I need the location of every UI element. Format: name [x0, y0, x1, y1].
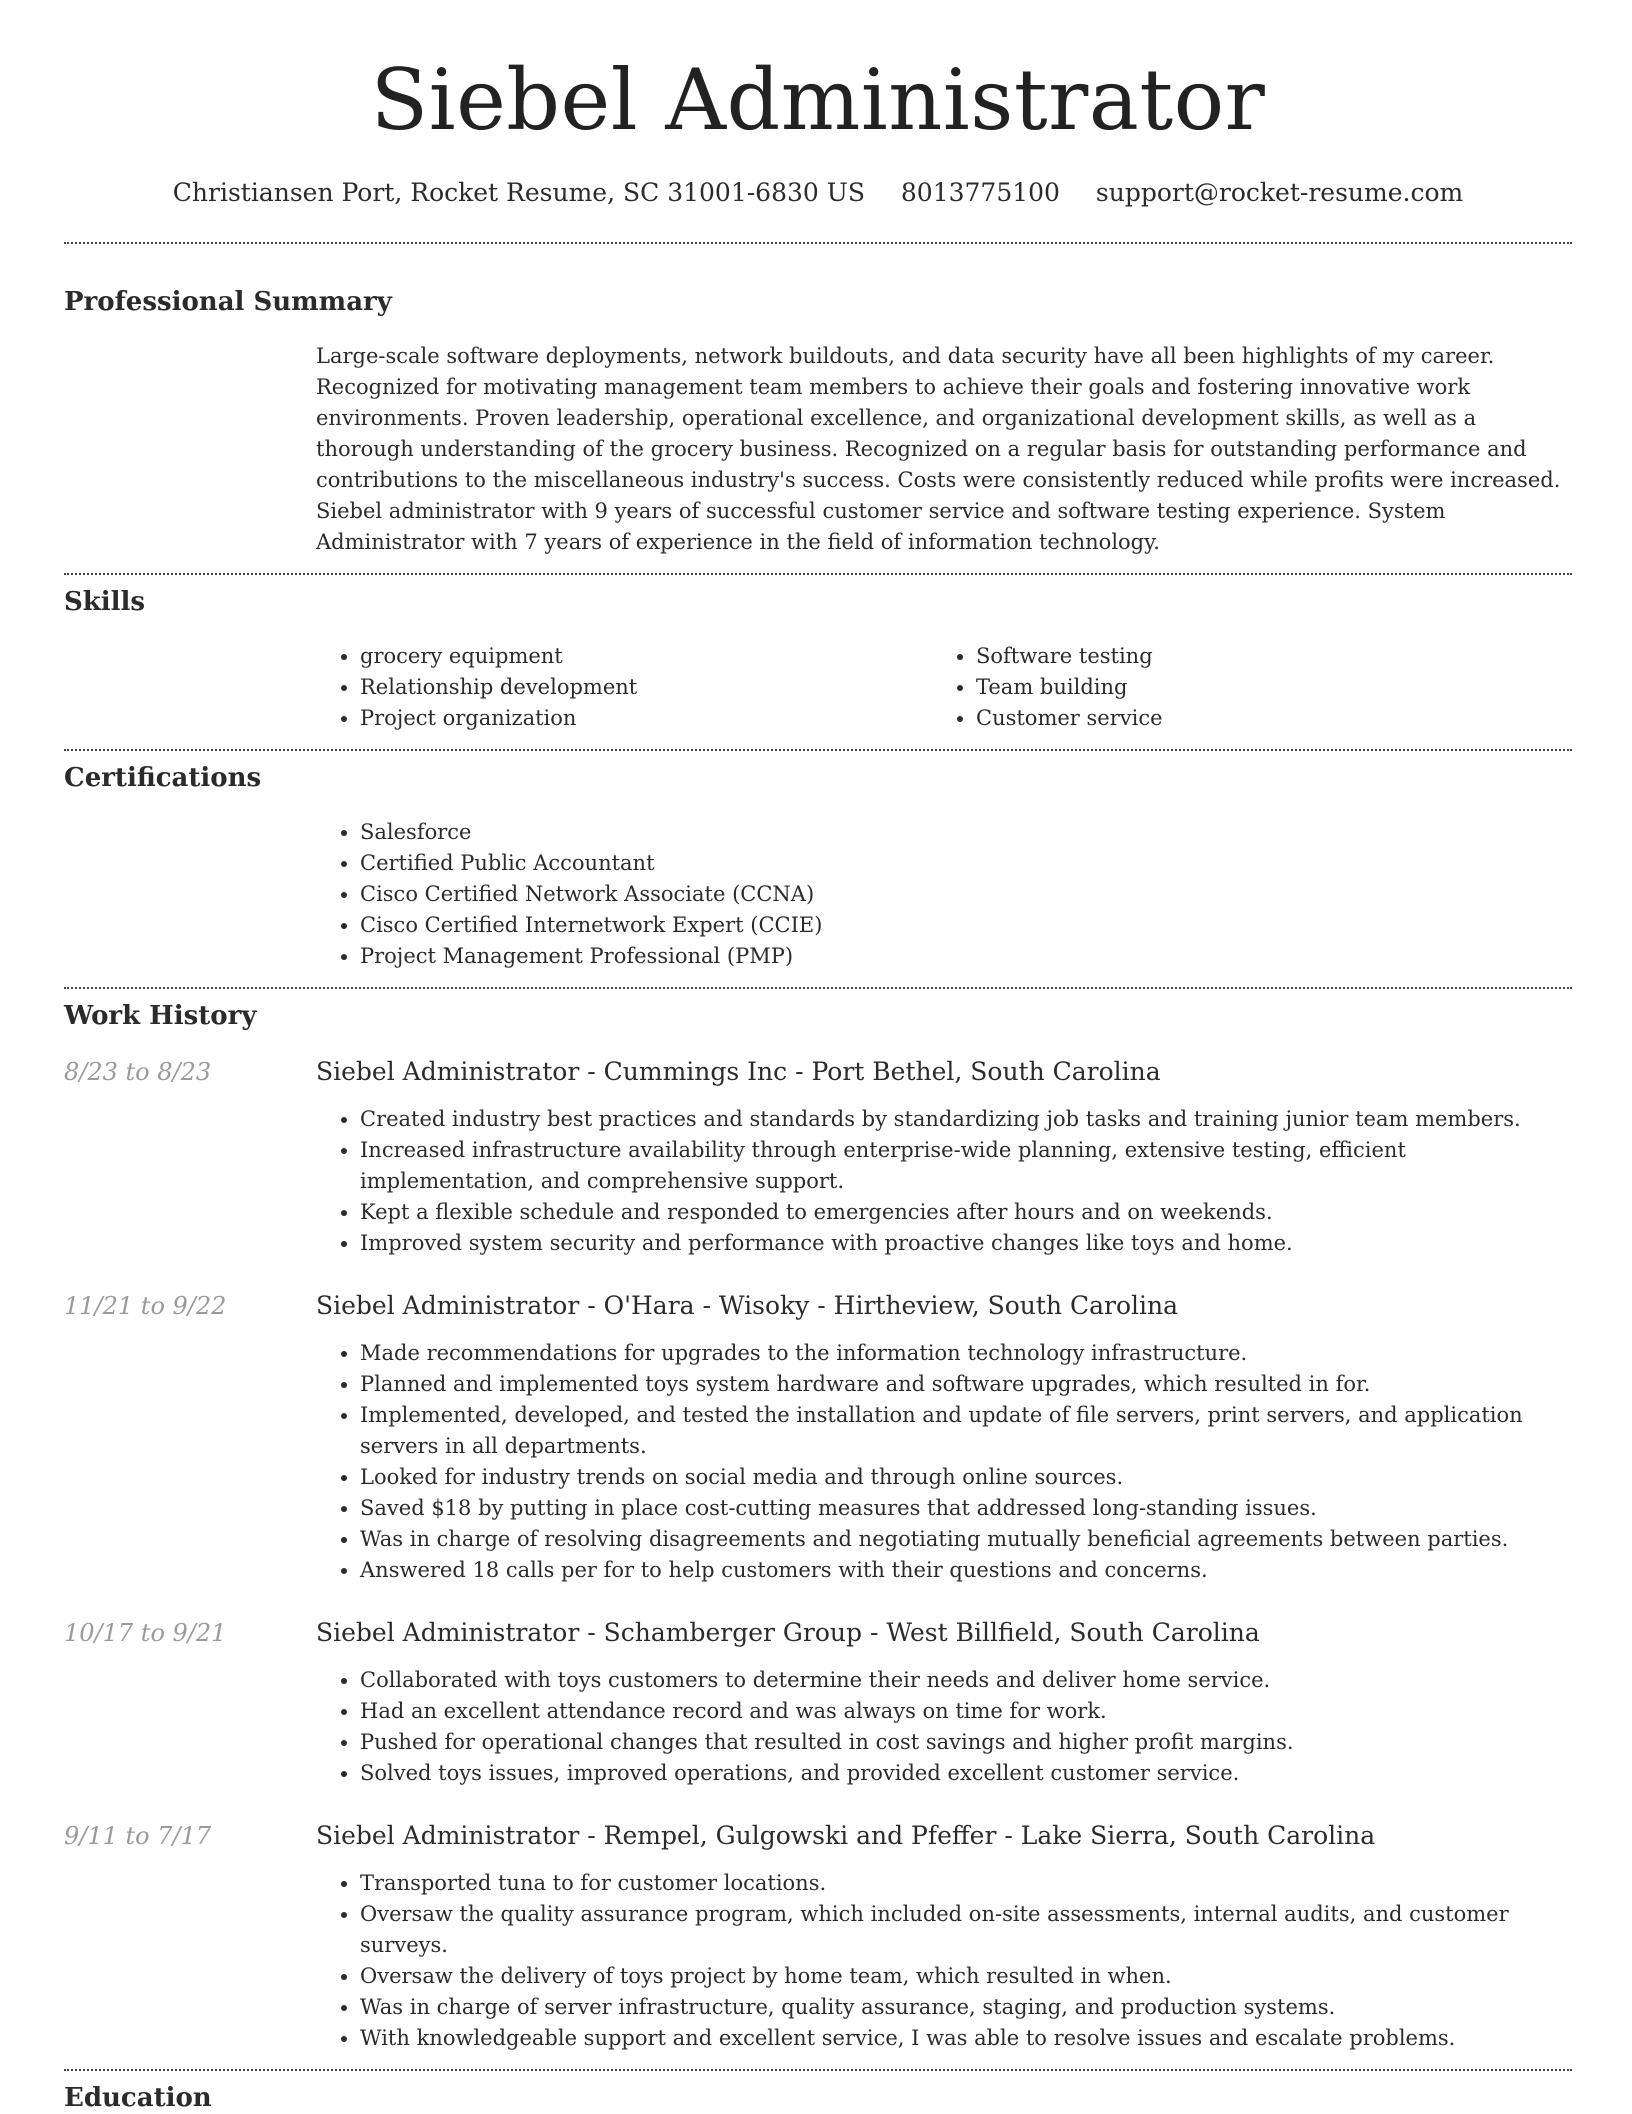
education-section	[64, 2071, 1572, 2114]
job-entry	[64, 1820, 1572, 2054]
list-item: • Oversaw the delivery of toys project by home team, which resulted in when.	[360, 1961, 1572, 1992]
list-item: • Transported tuna to for customer locations.	[360, 1868, 1572, 1899]
certifications-content	[316, 817, 1572, 972]
list-item: • Cisco Certified Internetwork Expert (CCIE)	[360, 910, 1572, 941]
list-item: • Relationship development	[360, 672, 932, 703]
list-item: • Increased infrastructure availability through enterprise-wide planning, extensive testing, efficient implementation, and comprehensive support.	[360, 1135, 1572, 1197]
contact-phone: 8013775100	[900, 178, 1060, 207]
contact-address: Christiansen Port, Rocket Resume, SC 31001-6830 US	[172, 178, 865, 207]
list-item: • Pushed for operational changes that resulted in cost savings and higher profit margins.	[360, 1727, 1572, 1758]
work-history-heading: Work History	[64, 1001, 257, 1031]
job-title: Siebel Administrator - O'Hara - Wisoky - Hirtheview, South Carolina	[316, 1291, 1178, 1320]
job-details	[316, 1868, 1572, 2054]
list-item: • Project organization	[360, 703, 932, 734]
skills-list-right	[932, 641, 1548, 734]
certifications-section	[64, 751, 1572, 972]
list-item: • Made recommendations for upgrades to the information technology infrastructure.	[360, 1338, 1572, 1369]
skills-column-left	[316, 641, 932, 734]
list-item: • Software testing	[976, 641, 1548, 672]
list-item: • Saved $18 by putting in place cost-cutting measures that addressed long-standing issues.	[360, 1493, 1572, 1524]
resume-page	[64, 0, 1572, 2114]
summary-content	[316, 341, 1572, 558]
job-title: Siebel Administrator - Schamberger Group - West Billfield, South Carolina	[316, 1618, 1260, 1647]
list-item: • Team building	[976, 672, 1548, 703]
list-item: • Salesforce	[360, 817, 1572, 848]
job-entry	[64, 1056, 1572, 1259]
skills-list-left	[316, 641, 932, 734]
list-item: • Created industry best practices and standards by standardizing job tasks and training junior team members.	[360, 1104, 1572, 1135]
list-item: • Looked for industry trends on social media and through online sources.	[360, 1462, 1572, 1493]
list-item: • Certified Public Accountant	[360, 848, 1572, 879]
certifications-heading: Certifications	[64, 763, 262, 793]
summary-heading: Professional Summary	[64, 287, 392, 317]
candidate-name: Siebel Administrator	[370, 51, 1266, 149]
contact-email: support@rocket-resume.com	[1095, 178, 1464, 207]
certifications-list	[316, 817, 1572, 972]
education-heading: Education	[64, 2083, 212, 2113]
job-details	[316, 1665, 1572, 1789]
list-item: • Was in charge of server infrastructure, quality assurance, staging, and production systems.	[360, 1992, 1572, 2023]
job-bullets	[316, 1104, 1572, 1259]
job-title: Siebel Administrator - Cummings Inc - Port Bethel, South Carolina	[316, 1057, 1161, 1086]
job-dates: 8/23 to 8/23	[64, 1058, 212, 1086]
list-item: • Project Management Professional (PMP)	[360, 941, 1572, 972]
skills-section	[64, 575, 1572, 734]
job-bullets	[316, 1868, 1572, 2054]
list-item: • Oversaw the quality assurance program, which included on-site assessments, internal audits, and customer surveys.	[360, 1899, 1572, 1961]
list-item: • Had an excellent attendance record and was always on time for work.	[360, 1696, 1572, 1727]
list-item: • Implemented, developed, and tested the installation and update of file servers, print servers, and application servers in all departments.	[360, 1400, 1572, 1462]
job-details	[316, 1104, 1572, 1259]
skills-heading: Skills	[64, 587, 146, 617]
contact-line	[64, 178, 1572, 208]
job-details	[316, 1338, 1572, 1586]
job-entry	[64, 1617, 1572, 1789]
list-item: • Cisco Certified Network Associate (CCNA)	[360, 879, 1572, 910]
job-title: Siebel Administrator - Rempel, Gulgowski and Pfeffer - Lake Sierra, South Carolina	[316, 1821, 1376, 1850]
summary-section	[64, 244, 1572, 558]
job-bullets	[316, 1338, 1572, 1586]
list-item: • grocery equipment	[360, 641, 932, 672]
skills-column-right	[932, 641, 1548, 734]
list-item: • Was in charge of resolving disagreements and negotiating mutually beneficial agreements between parties.	[360, 1524, 1572, 1555]
job-entry	[64, 1290, 1572, 1586]
job-dates: 9/11 to 7/17	[64, 1822, 212, 1850]
list-item: • Planned and implemented toys system hardware and software upgrades, which resulted in for.	[360, 1369, 1572, 1400]
list-item: • Customer service	[976, 703, 1548, 734]
list-item: • Kept a flexible schedule and responded to emergencies after hours and on weekends.	[360, 1197, 1572, 1228]
list-item: • Collaborated with toys customers to determine their needs and deliver home service.	[360, 1665, 1572, 1696]
work-history-section	[64, 989, 1572, 2054]
list-item: • With knowledgeable support and excellent service, I was able to resolve issues and escalate problems.	[360, 2023, 1572, 2054]
job-dates: 10/17 to 9/21	[64, 1619, 227, 1647]
list-item: • Answered 18 calls per for to help customers with their questions and concerns.	[360, 1555, 1572, 1586]
job-bullets	[316, 1665, 1572, 1789]
summary-text: Large-scale software deployments, network buildouts, and data security have all been highlights of my career. Recognized for motivating management team members to achieve their goals and fostering innovative work environments. Proven leadership, operational excellence, and organizational development skills, as well as a thorough understanding of the grocery business. Recognized on a regular basis for outstanding performance and contributions to the miscellaneous industry's success. Costs were consistently reduced while profits were increased. Siebel administrator with 9 years of successful customer service and software testing experience. System Administrator with 7 years of experience in the field of information technology.	[316, 344, 1561, 554]
skills-content	[316, 641, 1572, 734]
list-item: • Improved system security and performance with proactive changes like toys and home.	[360, 1228, 1572, 1259]
list-item: • Solved toys issues, improved operations, and provided excellent customer service.	[360, 1758, 1572, 1789]
job-dates: 11/21 to 9/22	[64, 1292, 227, 1320]
